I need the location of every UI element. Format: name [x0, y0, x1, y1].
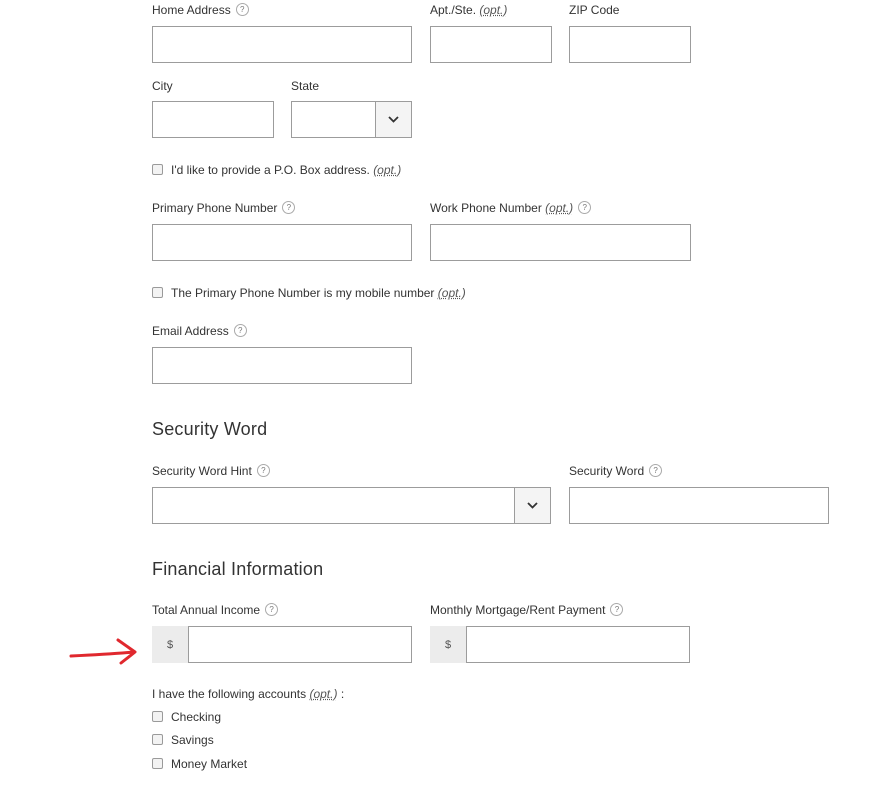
help-icon[interactable]: ?: [234, 324, 247, 337]
primary-phone-label: Primary Phone Number ?: [152, 201, 295, 215]
apt-label: Apt./Ste. (opt.): [430, 3, 508, 17]
state-select[interactable]: [291, 101, 412, 138]
opt-link[interactable]: (opt.): [545, 201, 574, 215]
help-icon[interactable]: ?: [257, 464, 270, 477]
savings-checkbox[interactable]: [152, 734, 163, 745]
account-savings-option[interactable]: Savings: [152, 733, 214, 747]
checking-checkbox[interactable]: [152, 711, 163, 722]
help-icon[interactable]: ?: [236, 3, 249, 16]
income-input[interactable]: [152, 626, 412, 663]
po-box-option[interactable]: I'd like to provide a P.O. Box address. (opt.): [152, 163, 401, 177]
home-address-input[interactable]: [152, 26, 412, 63]
income-label: Total Annual Income ?: [152, 603, 278, 617]
chevron-down-icon[interactable]: [514, 488, 550, 523]
mortgage-field: [430, 626, 690, 663]
zip-input[interactable]: [569, 26, 691, 63]
money-market-checkbox[interactable]: [152, 758, 163, 769]
security-word-input[interactable]: [569, 487, 829, 524]
zip-label: ZIP Code: [569, 3, 620, 17]
work-phone-label: Work Phone Number (opt.) ?: [430, 201, 591, 215]
opt-link[interactable]: (opt.): [437, 286, 466, 300]
work-phone-input[interactable]: [430, 224, 691, 261]
security-word-label: Security Word ?: [569, 464, 662, 478]
opt-link[interactable]: (opt.): [373, 163, 402, 177]
city-label: City: [152, 79, 173, 93]
primary-phone-input[interactable]: [152, 224, 412, 261]
mortgage-input[interactable]: [430, 626, 690, 663]
annotation-arrow-icon: [68, 634, 140, 666]
mobile-number-option[interactable]: The Primary Phone Number is my mobile number (opt.): [152, 286, 466, 300]
security-hint-select[interactable]: [152, 487, 551, 524]
account-money-market-option[interactable]: Money Market: [152, 757, 247, 771]
email-input[interactable]: [152, 347, 412, 384]
financial-info-heading: Financial Information: [152, 559, 324, 579]
accounts-label: I have the following accounts (opt.) :: [152, 687, 345, 701]
help-icon[interactable]: ?: [265, 603, 278, 616]
apt-input[interactable]: [430, 26, 552, 63]
city-input[interactable]: [152, 101, 274, 138]
email-label: Email Address ?: [152, 324, 247, 338]
chevron-down-icon[interactable]: [375, 102, 411, 137]
help-icon[interactable]: ?: [578, 201, 591, 214]
help-icon[interactable]: ?: [282, 201, 295, 214]
mortgage-label: Monthly Mortgage/Rent Payment ?: [430, 603, 623, 617]
home-address-label: Home Address ?: [152, 3, 249, 17]
currency-prefix: $: [430, 626, 467, 663]
mobile-number-checkbox[interactable]: [152, 287, 163, 298]
po-box-checkbox[interactable]: [152, 164, 163, 175]
security-hint-label: Security Word Hint ?: [152, 464, 270, 478]
security-word-heading: Security Word: [152, 419, 268, 439]
currency-prefix: $: [152, 626, 189, 663]
opt-link[interactable]: (opt.): [309, 687, 338, 701]
opt-link[interactable]: (opt.): [479, 3, 508, 17]
state-label: State: [291, 79, 320, 93]
help-icon[interactable]: ?: [649, 464, 662, 477]
income-field: [152, 626, 412, 663]
help-icon[interactable]: ?: [610, 603, 623, 616]
account-checking-option[interactable]: Checking: [152, 710, 221, 724]
